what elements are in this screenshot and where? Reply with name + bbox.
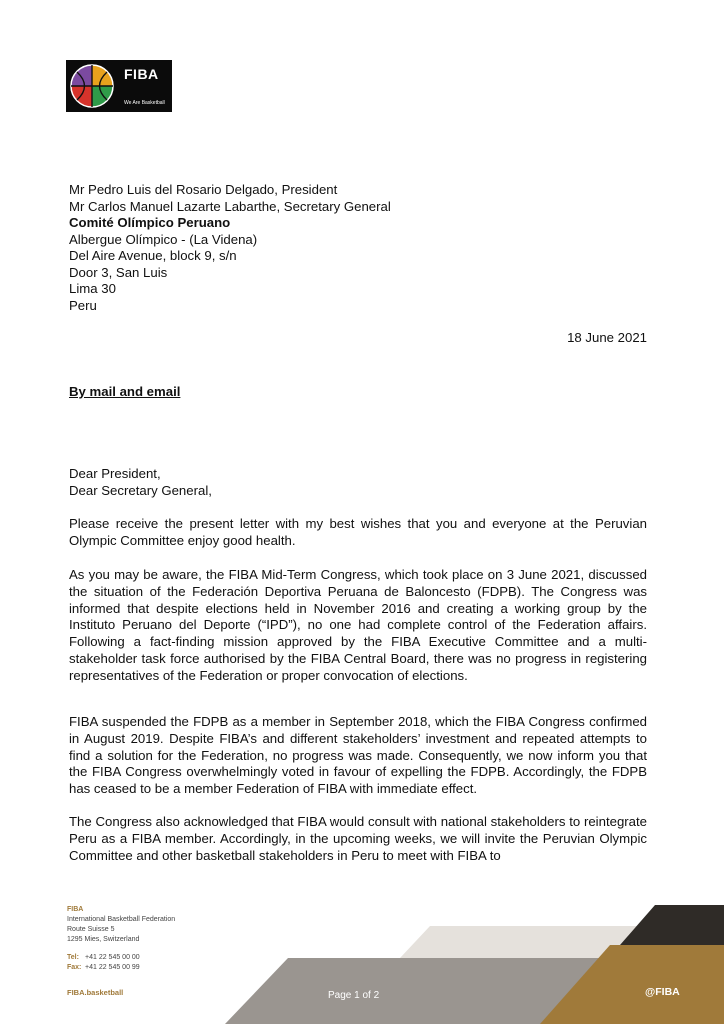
fiba-logo [66,60,172,112]
address-line: Del Aire Avenue, block 9, s/n [69,248,237,263]
salutation-line: Dear Secretary General, [69,482,212,498]
body-paragraph: Please receive the present letter with my best wishes that you and everyone at the Peruvian Olympic Committee enjoy good health. [69,516,647,548]
social-handle[interactable]: @FIBA [645,986,680,998]
address-line: Peru [69,297,97,313]
footer-dark-shape [620,905,724,945]
footer-address [67,905,175,973]
logo-wordmark: FIBA [124,66,159,82]
footer-org: FIBA [67,906,84,913]
letter-body [69,516,647,550]
letter-date: 18 June 2021 [567,330,647,345]
footer-street: Route Suisse 5 [67,926,115,933]
recipient-line: Mr Pedro Luis del Rosario Delgado, President [69,182,338,197]
footer-city: 1295 Mies, Switzerland [67,936,140,943]
footer-website-link[interactable]: FIBA.basketball [67,988,124,997]
address-line: Lima 30 [69,281,116,296]
footer-org-name: International Basketball Federation [67,916,176,923]
body-paragraph: The Congress also acknowledged that FIBA would consult with national stakeholders to reintegrate Peru as a FIBA member. Accordingly, in the upcoming weeks, we will invite the Peruvian Olympic Committee and other basketball stakeholders in Peru to meet with FIBA to [69,814,647,863]
recipient-organization: Comité Olímpico Peruano [69,215,231,230]
address-line: Albergue Olímpico - (La Videna) [69,231,258,247]
delivery-note: By mail and email [69,384,181,399]
recipient-line: Mr Carlos Manuel Lazarte Labarthe, Secretary General [69,198,391,214]
salutation-line: Dear President, [69,466,161,481]
recipient-block [69,182,647,314]
fax-label: Fax: [67,964,82,971]
page-number: Page 1 of 2 [328,990,380,1001]
tel-label: Tel: [67,954,79,961]
address-line: Door 3, San Luis [69,264,168,280]
basketball-globe-icon [69,63,115,109]
footer-fax: +41 22 545 00 99 [85,964,140,971]
body-paragraph: FIBA suspended the FDPB as a member in September 2018, which the FIBA Congress confirmed in August 2019. Despite FIBA’s and different stakeholders’ investment and repeated attempts to find a solution for the Federation, no progress was made. Consequently, we now inform you that the FIBA Congress overwhelmingly voted in favour of expelling the FDPB. Accordingly, the FDPB has ceased to be a member Federation of FIBA with immediate effect. [69,714,647,797]
salutation [69,466,647,499]
footer-tel: +41 22 545 00 00 [85,954,140,961]
logo-tagline: We Are Basketball [124,100,165,106]
body-paragraph: As you may be aware, the FIBA Mid-Term Congress, which took place on 3 June 2021, discussed the situation of the Federación Deportiva Peruana de Baloncesto (FDPB). The Congress was informed that despite elections held in November 2016 and creating a working group by the Instituto Peruano del Deporte (“IPD”), no one had complete control of the Federation affairs. Following a fact-finding mission approved by the FIBA Executive Committee and a multi-stakeholder task force authorised by the FIBA Central Board, there was no progress in registering representatives of the Federation or proper convocation of elections. [69,567,647,683]
